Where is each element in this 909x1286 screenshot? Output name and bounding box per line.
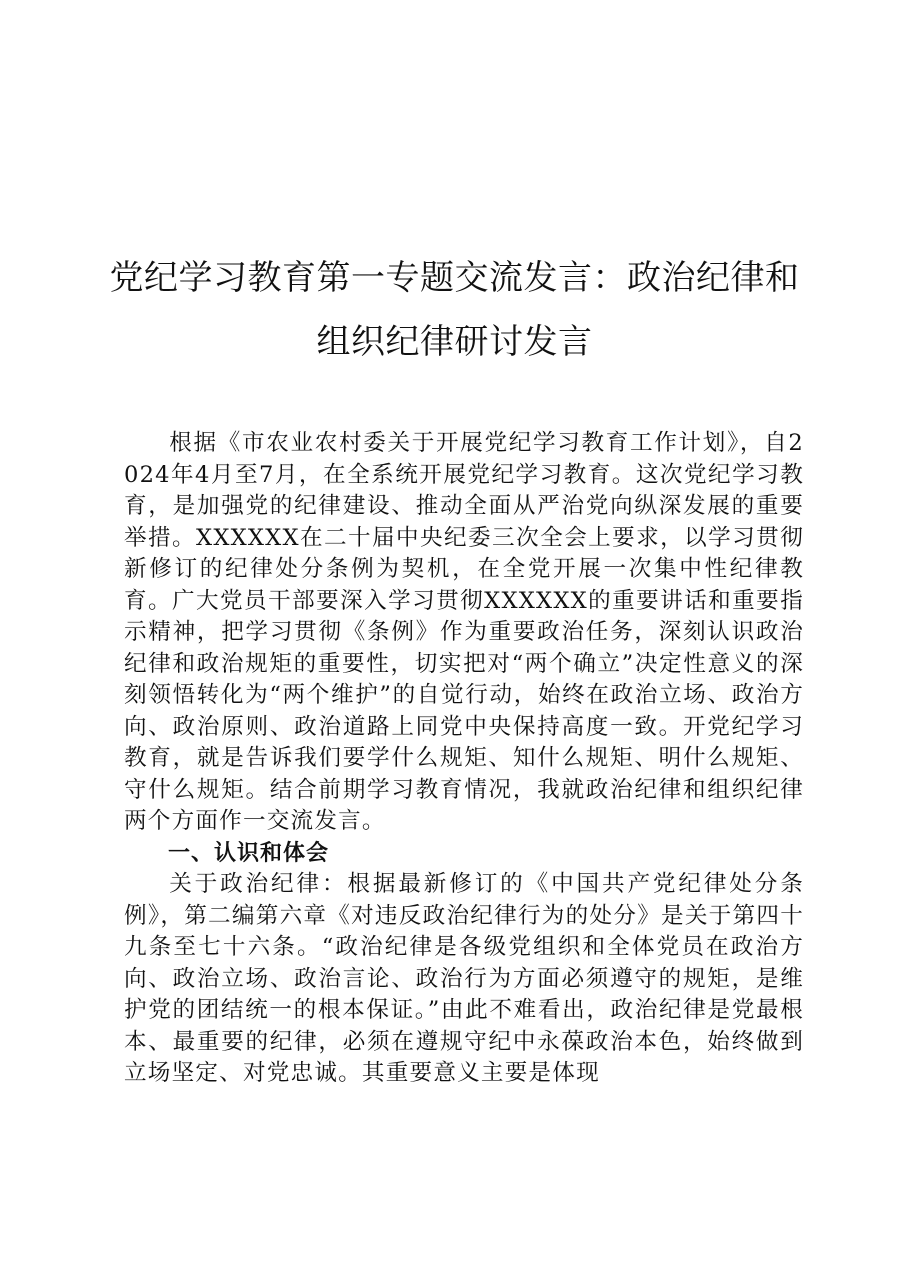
document-title — [100, 246, 809, 374]
title-line-1: 党纪学习教育第一专题交流发言：政治纪律和 — [109, 258, 800, 298]
title-line-2: 组织纪律研讨发言 — [316, 322, 593, 362]
document-body — [124, 428, 804, 1090]
paragraph-political-discipline: 关于政治纪律：根据最新修订的《中国共产党纪律处分条例》，第二编第六章《对违反政治纪律行为的处分》是关于第四十九条至七十六条。“政治纪律是各级党组织和全体党员在政治方向、政治立场、政治言论、政治行为方面必须遵守的规矩，是维护党的团结统一的根本保证。”由此不难看出，政治纪律是党最根本、最重要的纪律，必须在遵规守纪中永葆政治本色，始终做到立场坚定、对党忠诚。其重要意义主要是体现 — [124, 871, 804, 1086]
section-heading: 一、认识和体会 — [168, 840, 330, 866]
paragraph-intro: 根据《市农业农村委关于开展党纪学习教育工作计划》，自2024年4月至7月，在全系统开展党纪学习教育。这次党纪学习教育，是加强党的纪律建设、推动全面从严治党向纵深发展的重要举措。XXXXXX在二十届中央纪委三次全会上要求，以学习贯彻新修订的纪律处分条例为契机，在全党开展一次集中性纪律教育。广大党员干部要深入学习贯彻XXXXXX的重要讲话和重要指示精神，把学习贯彻《条例》作为重要政治任务，深刻认识政治纪律和政治规矩的重要性，切实把对“两个确立”决定性意义的深刻领悟转化为“两个维护”的自觉行动，始终在政治立场、政治方向、政治原则、政治道路上同党中央保持高度一致。开党纪学习教育，就是告诉我们要学什么规矩、知什么规矩、明什么规矩、守什么规矩。结合前期学习教育情况，我就政治纪律和组织纪律两个方面作一交流发言。 — [124, 430, 804, 834]
